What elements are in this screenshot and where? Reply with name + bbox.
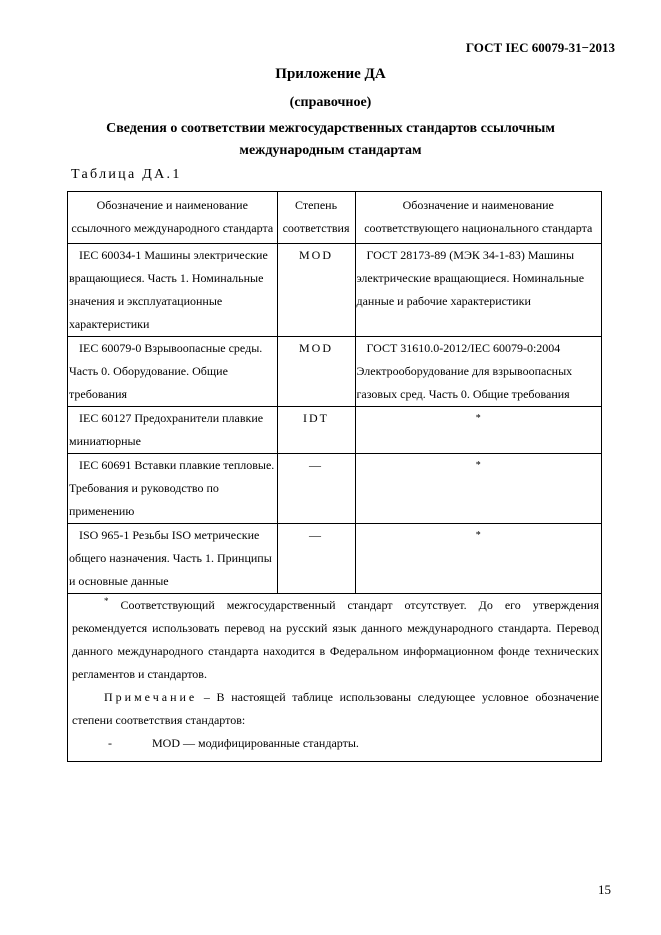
national-standard-cell: * <box>355 524 602 594</box>
table-row <box>68 407 602 454</box>
table-row <box>68 244 602 337</box>
appendix-heading-line1: Сведения о соответствии межгосударственных стандартов ссылочным <box>106 121 555 136</box>
degree-cell: — <box>277 524 355 594</box>
note-label: Примечание <box>104 690 198 704</box>
bullet-text: MOD — модифицированные стандарты. <box>152 736 359 750</box>
table-row <box>68 337 602 407</box>
footnote-text: Соответствующий межгосударственный стандарт отсутствует. До его утверждения рекомендуется использовать перевод на русский язык данного международного стандарта. Перевод данного международного стандарта находится в Федеральном информационном фонде технических регламентов и стандартов. <box>72 598 600 681</box>
intl-standard-cell: ISO 965-1 Резьбы ISO метрические общего назначения. Часть 1. Принципы и основные данные <box>68 524 278 594</box>
footnote-marker: * <box>104 596 109 606</box>
appendix-heading-line2: международным стандартам <box>239 143 422 158</box>
degree-cell: MOD <box>277 244 355 337</box>
national-standard-cell: ГОСТ 31610.0-2012/IEC 60079-0:2004 Электрооборудование для взрывоопасных газовых сред. Часть 0. Общие требования <box>355 337 602 407</box>
table-header-row <box>68 192 602 244</box>
header-degree: Степень соответствия <box>277 192 355 244</box>
note-bullet <box>72 732 599 755</box>
national-standard-cell: * <box>355 454 602 524</box>
page-number: 15 <box>598 882 611 897</box>
footnote-cell <box>68 594 602 762</box>
document-code: ГОСТ IEC 60079-31−2013 <box>465 40 615 55</box>
table-caption: Таблица ДА.1 <box>71 167 182 182</box>
footnote-paragraph <box>72 594 599 686</box>
table-footnote-row <box>68 594 602 762</box>
degree-cell: — <box>277 454 355 524</box>
note-text: – В настоящей таблице использованы следующее условное обозначение степени соответствия стандартов: <box>72 690 599 727</box>
degree-cell: IDT <box>277 407 355 454</box>
note-paragraph <box>72 686 599 732</box>
header-national-standard: Обозначение и наименование соответствующего национального стандарта <box>355 192 602 244</box>
header-intl-standard: Обозначение и наименование ссылочного международного стандарта <box>68 192 278 244</box>
national-standard-cell: * <box>355 407 602 454</box>
intl-standard-cell: IEC 60034-1 Машины электрические вращающиеся. Часть 1. Номинальные значения и эксплуатационные характеристики <box>68 244 278 337</box>
appendix-title: Приложение ДА <box>275 66 386 82</box>
bullet-marker: - <box>108 736 112 750</box>
intl-standard-cell: IEC 60691 Вставки плавкие тепловые. Требования и руководство по применению <box>68 454 278 524</box>
appendix-subtitle: (справочное) <box>289 95 372 110</box>
table-row <box>68 524 602 594</box>
national-standard-cell: ГОСТ 28173-89 (МЭК 34-1-83) Машины электрические вращающиеся. Номинальные данные и рабочие характеристики <box>355 244 602 337</box>
correspondence-table <box>67 191 602 762</box>
intl-standard-cell: IEC 60079-0 Взрывоопасные среды. Часть 0. Оборудование. Общие требования <box>68 337 278 407</box>
intl-standard-cell: IEC 60127 Предохранители плавкие миниатюрные <box>68 407 278 454</box>
table-row <box>68 454 602 524</box>
degree-cell: MOD <box>277 337 355 407</box>
